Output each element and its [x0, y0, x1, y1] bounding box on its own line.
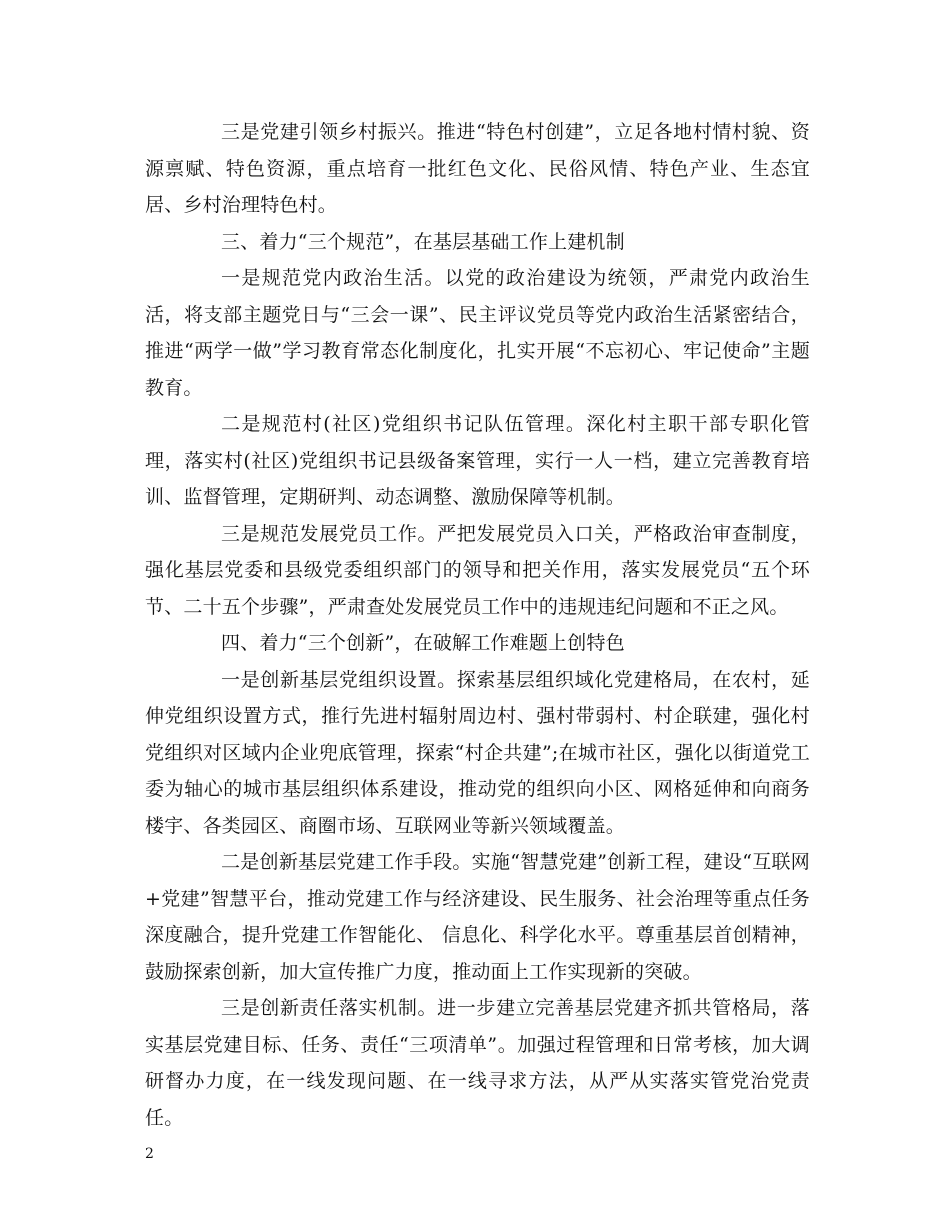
document-body — [145, 114, 810, 1136]
paragraph-member-development: 三是规范发展党员工作。严把发展党员入口关，严格政治审查制度，强化基层党委和县级党委组织部门的领导和把关作用，落实发展党员“五个环节、二十五个步骤”，严肃查处发展党员工作中的违规违纪问题和不正之风。 — [145, 522, 810, 618]
section-heading-three-innovations: 四、着力“三个创新”，在破解工作难题上创特色 — [221, 632, 625, 654]
paragraph-organization-setup: 一是创新基层党组织设置。探索基层组织域化党建格局，在农村，延伸党组织设置方式，推行先进村辐射周边村、强村带弱村、村企联建，强化村党组织对区域内企业兜底管理，探索“村企共建”;在城市社区，强化以街道党工委为轴心的城市基层组织体系建设，推动党的组织向小区、网格延伸和向商务楼宇、各类园区、商圈市场、互联网业等新兴领域覆盖。 — [145, 668, 810, 837]
paragraph-work-methods: 二是创新基层党建工作手段。实施“智慧党建”创新工程，建设“互联网+党建”智慧平台，推动党建工作与经济建设、民生服务、社会治理等重点任务深度融合，提升党建工作智能化、 信息化、科学化水平。尊重基层首创精神，鼓励探索创新，加大宣传推广力度，推动面上工作实现新的突破。 — [145, 851, 810, 983]
paragraph-rural-revitalization: 三是党建引领乡村振兴。推进“特色村创建”，立足各地村情村貌、资源禀赋、特色资源，重点培育一批红色文化、民俗风情、特色产业、生态宜居、乡村治理特色村。 — [145, 121, 810, 216]
section-heading-three-standards: 三、着力“三个规范”，在基层基础工作上建机制 — [221, 230, 625, 253]
page-number: 2 — [145, 1146, 154, 1162]
paragraph-political-life: 一是规范党内政治生活。以党的政治建设为统领，严肃党内政治生活，将支部主题党日与“三会一课”、民主评议党员等党内政治生活紧密结合，推进“两学一做”学习教育常态化制度化，扎实开展“不忘初心、牢记使命”主题教育。 — [145, 267, 810, 399]
paragraph-secretary-management: 二是规范村(社区)党组织书记队伍管理。深化村主职干部专职化管理，落实村(社区)党组织书记县级备案管理，实行一人一档，建立完善教育培训、监督管理，定期研判、动态调整、激励保障等机制。 — [145, 413, 810, 508]
paragraph-responsibility-mechanism: 三是创新责任落实机制。进一步建立完善基层党建齐抓共管格局，落实基层党建目标、任务、责任“三项清单”。加强过程管理和日常考核，加大调研督办力度，在一线发现问题、在一线寻求方法，从严从实落实管党治党责任。 — [145, 997, 810, 1129]
